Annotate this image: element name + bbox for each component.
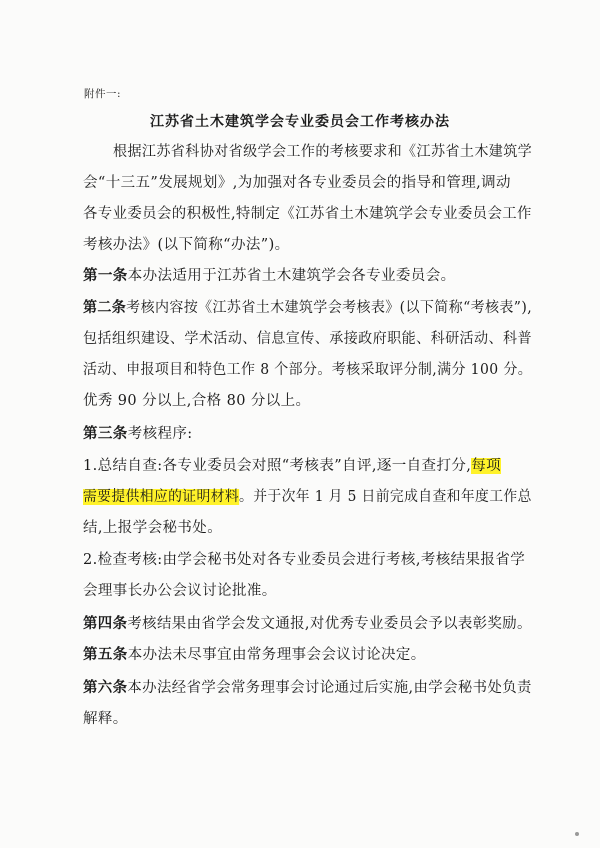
document-title: 江苏省土木建筑学会专业委员会工作考核办法 xyxy=(150,114,450,130)
article-2-line: 包括组织建设、学术活动、信息宣传、承接政府职能、科研活动、科普 xyxy=(83,331,532,347)
article-2 xyxy=(83,296,532,317)
article-4 xyxy=(83,612,532,633)
annex-label: 附件一: xyxy=(84,88,122,100)
highlighted-text: 每项 xyxy=(471,458,502,474)
article-heading: 第二条 xyxy=(83,299,127,316)
scan-speck xyxy=(575,832,579,836)
preamble-line: 会“十三五”发展规划》,为加强对各专业委员会的指导和管理,调动 xyxy=(83,175,511,191)
article-heading: 第六条 xyxy=(83,679,128,696)
article-2-line: 活动、申报项目和特色工作 8 个部分。考核采取评分制,满分 100 分。 xyxy=(83,362,533,378)
article-text: 考核程序: xyxy=(127,426,193,442)
article-5 xyxy=(83,643,426,664)
highlighted-text: 需要提供相应的证明材料 xyxy=(83,489,240,505)
step-1-line xyxy=(83,485,532,506)
step-1-text: 1.总结自查:各专业委员会对照“考核表”自评,逐一自查打分, xyxy=(83,458,472,474)
article-2-line: 优秀 90 分以上,合格 80 分以上。 xyxy=(83,393,311,409)
step-1-text: 。并于次年 1 月 5 日前完成自查和年度工作总 xyxy=(239,489,532,505)
step-2-line: 会理事长办公会议讨论批准。 xyxy=(83,583,277,599)
article-text: 本办法经省学会常务理事会讨论通过后实施,由学会秘书处负责 xyxy=(127,680,532,696)
article-text: 本办法适用于江苏省土木建筑学会各专业委员会。 xyxy=(127,268,456,284)
preamble-line: 根据江苏省科协对省级学会工作的考核要求和《江苏省土木建筑学 xyxy=(113,144,533,160)
step-1-line: 结,上报学会秘书处。 xyxy=(83,520,223,536)
preamble-line: 考核办法》(以下简称“办法”)。 xyxy=(83,237,290,253)
step-2-line: 2.检查考核:由学会秘书处对各专业委员会进行考核,考核结果报省学 xyxy=(83,552,526,568)
preamble-line: 各专业委员会的积极性,特制定《江苏省土木建筑学会专业委员会工作 xyxy=(83,206,532,222)
article-text: 考核内容按《江苏省土木建筑学会考核表》(以下简称“考核表”), xyxy=(126,300,533,316)
article-heading: 第一条 xyxy=(83,267,128,284)
article-3 xyxy=(83,422,193,443)
step-1-line xyxy=(83,454,501,475)
article-text: 考核结果由省学会发文通报,对优秀专业委员会予以表彰奖励。 xyxy=(127,616,532,632)
article-6-line: 解释。 xyxy=(83,711,128,727)
article-heading: 第四条 xyxy=(83,615,128,632)
article-1 xyxy=(83,264,456,285)
article-6 xyxy=(83,676,532,697)
article-heading: 第五条 xyxy=(83,646,128,663)
article-heading: 第三条 xyxy=(83,425,128,442)
article-text: 本办法未尽事宜由常务理事会会议讨论决定。 xyxy=(127,647,426,663)
